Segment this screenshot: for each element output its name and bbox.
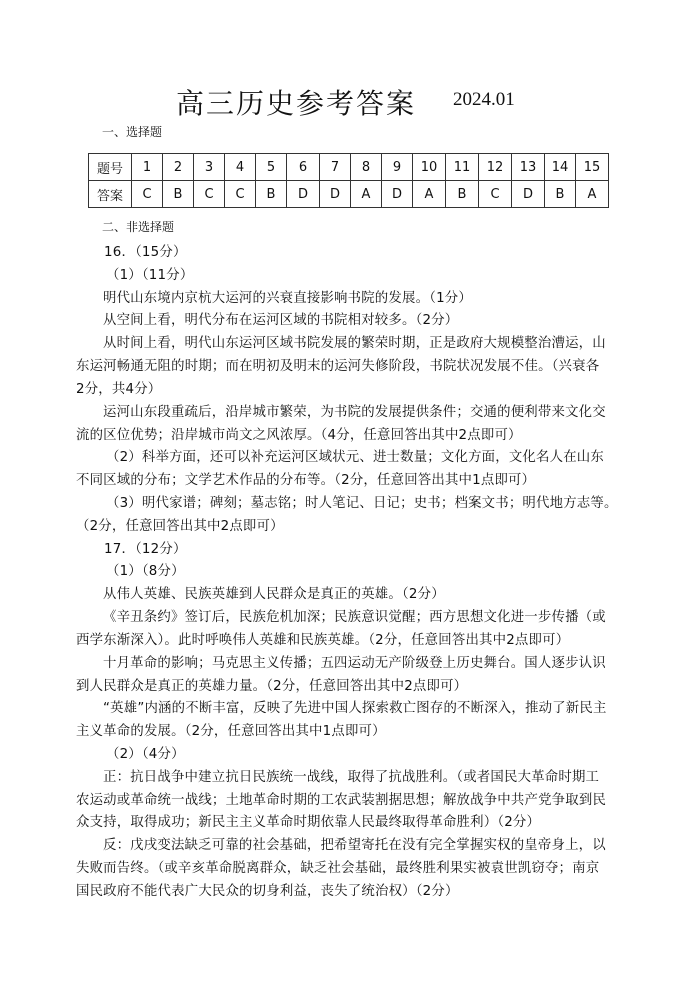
q16-part3-answer: （3）明代家谱；碑刻；墓志铭；时人笔记、日记；史书；档案文书；明代地方志等。 — [106, 496, 618, 511]
answer-line: 从时间上看，明代山东运河区域书院发展的繁荣时期，正是政府大规模整治漕运，山 — [103, 336, 606, 351]
section-non-choice-heading: 二、非选择题 — [102, 220, 175, 234]
question-number: 1 — [132, 154, 163, 181]
answer-line: 2分，共4分） — [76, 382, 162, 397]
q16-part2-answer: （2）科举方面，还可以补充运河区域状元、进士数量；文化方面，文化名人在山东 — [106, 450, 604, 465]
answer-cell: D — [382, 181, 413, 208]
answer-cell: A — [576, 181, 609, 208]
question-number: 14 — [545, 154, 576, 181]
question-17-heading: 17．（12分） — [104, 542, 187, 557]
answer-line: 从伟人英雄、民族英雄到人民群众是真正的英雄。（2分） — [103, 587, 445, 602]
answer-line: 正：抗日战争中建立抗日民族统一战线，取得了抗战胜利。（或者国民大革命时期工 — [103, 770, 600, 785]
question-number: 15 — [576, 154, 609, 181]
question-number: 13 — [512, 154, 545, 181]
answer-line: 流的区位优势；沿岸城市尚文之风浓厚。（4分，任意回答出其中2点即可） — [76, 428, 522, 443]
answer-cell: A — [413, 181, 446, 208]
row-label-question: 题号 — [89, 154, 132, 181]
answer-line: 运河山东段重疏后，沿岸城市繁荣，为书院的发展提供条件；交通的便利带来文化交 — [103, 405, 606, 420]
question-number: 12 — [479, 154, 512, 181]
question-16-heading: 16．（15分） — [104, 245, 187, 260]
answer-line: 主义革命的发展。（2分，任意回答出其中1点即可） — [76, 724, 386, 739]
answer-line: 明代山东境内京杭大运河的兴衰直接影响书院的发展。（1分） — [103, 291, 472, 306]
answer-cell: D — [320, 181, 351, 208]
answer-line: 十月革命的影响；马克思主义传播；五四运动无产阶级登上历史舞台。国人逐步认识 — [103, 656, 606, 671]
answer-cell: C — [194, 181, 225, 208]
page-title: 高三历史参考答案 — [176, 87, 417, 120]
answer-cell: C — [132, 181, 163, 208]
question-number: 8 — [351, 154, 382, 181]
q16-part1-heading: （1）（11分） — [106, 268, 194, 283]
answer-line: 不同区域的分布；文学艺术作品的分布等。（2分，任意回答出其中1点即可） — [76, 473, 536, 488]
answer-cell: B — [446, 181, 479, 208]
answer-line: 东运河畅通无阻的时期；而在明初及明末的运河失修阶段，书院状况发展不佳。（兴衰各 — [76, 359, 600, 374]
q17-part1-heading: （1）（8分） — [106, 564, 185, 579]
answer-cell: D — [512, 181, 545, 208]
answer-line: （2分，任意回答出其中2点即可） — [76, 519, 284, 534]
answer-line: 反：戊戌变法缺乏可靠的社会基础，把希望寄托在没有完全掌握实权的皇帝身上，以 — [103, 838, 606, 853]
question-number: 3 — [194, 154, 225, 181]
answer-cell: A — [351, 181, 382, 208]
answer-line: 西学东渐深入）。此时呼唤伟人英雄和民族英雄。（2分，任意回答出其中2点即可） — [76, 633, 570, 648]
section-multiple-choice-heading: 一、选择题 — [102, 125, 163, 139]
answer-line: “英雄”内涵的不断丰富，反映了先进中国人探索救亡图存的不断深入，推动了新民主 — [103, 701, 607, 716]
question-number: 2 — [163, 154, 194, 181]
row-label-answer: 答案 — [89, 181, 132, 208]
answer-line: 从空间上看，明代分布在运河区域的书院相对较多。（2分） — [103, 313, 459, 328]
answer-line: 农运动或革命统一战线；土地革命时期的工农武装割据思想；解放战争中共产党争取到民 — [76, 793, 607, 808]
answer-cell: B — [256, 181, 287, 208]
answer-line: 失败而告终。（或辛亥革命脱离群众，缺乏社会基础，最终胜利果实被袁世凯窃夺；南京 — [76, 861, 600, 876]
answer-cell: B — [545, 181, 576, 208]
question-number: 10 — [413, 154, 446, 181]
answer-line: 国民政府不能代表广大民众的切身利益，丧失了统治权）（2分） — [76, 884, 459, 899]
question-number: 11 — [446, 154, 479, 181]
answer-cell: C — [479, 181, 512, 208]
answer-row — [89, 181, 609, 208]
question-number: 7 — [320, 154, 351, 181]
answer-line: 《辛丑条约》签订后，民族危机加深；民族意识觉醒；西方思想文化进一步传播（或 — [103, 610, 606, 625]
answer-line: 众支持，取得成功；新民主主义革命时期依靠人民最终取得革命胜利）（2分） — [76, 815, 541, 830]
question-number-row — [89, 154, 609, 181]
answer-table — [88, 153, 609, 208]
question-number: 4 — [225, 154, 256, 181]
question-number: 5 — [256, 154, 287, 181]
exam-date: 2024.01 — [453, 89, 515, 110]
answer-cell: B — [163, 181, 194, 208]
answer-cell: C — [225, 181, 256, 208]
question-number: 6 — [287, 154, 320, 181]
question-number: 9 — [382, 154, 413, 181]
q17-part2-heading: （2）（4分） — [106, 747, 185, 762]
answer-cell: D — [287, 181, 320, 208]
answer-line: 到人民群众是真正的英雄力量。（2分，任意回答出其中2点即可） — [76, 679, 468, 694]
